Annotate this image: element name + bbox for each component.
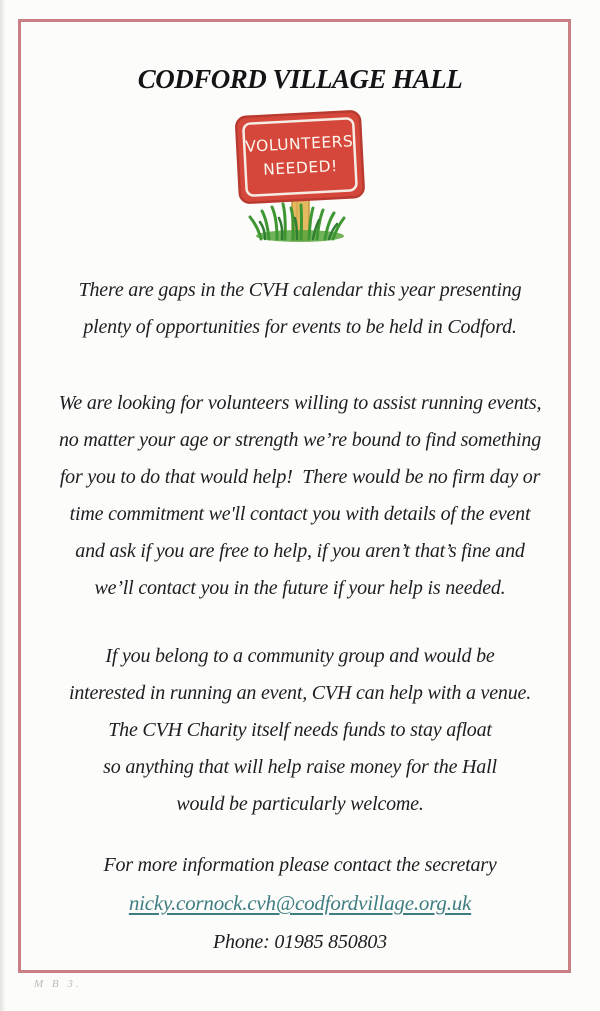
sign-board [236, 111, 364, 203]
text-line: so anything that will help raise money for the Hall [103, 756, 497, 778]
pencil-annotation: M B 3. [34, 978, 82, 990]
sign-illustration-svg [225, 108, 375, 248]
text-line: no matter your age or strength we’re bound to find something [58, 429, 542, 451]
text-line: would be particularly welcome. [176, 793, 424, 815]
text-line: we’ll contact you in the future if your help is needed. [94, 577, 506, 599]
text-line: plenty of opportunities for events to be held in Codford. [83, 316, 517, 338]
contact-intro: For more information please contact the secretary [103, 854, 497, 876]
paragraph-calendar-gaps [0, 272, 600, 346]
email-link[interactable]: nicky.cornock.cvh@codfordvillage.org.uk [128, 891, 472, 915]
paragraph-looking-for-volunteers [0, 385, 600, 607]
text-line: The CVH Charity itself needs funds to stay afloat [108, 719, 492, 741]
sign-text-line2: NEEDED! [262, 157, 339, 179]
page-title: CODFORD VILLAGE HALL [137, 64, 463, 94]
text-line: and ask if you are free to help, if you aren’t that’s fine and [75, 540, 525, 562]
contact-phone: Phone: 01985 850803 [213, 931, 387, 953]
text-line: for you to do that would help! There would be no firm day or [59, 466, 541, 488]
text-line: interested in running an event, CVH can help with a venue. [68, 682, 531, 704]
sign-text-line1: VOLUNTEERS [244, 132, 354, 156]
text-line: We are looking for volunteers willing to assist running events, [58, 392, 542, 414]
text-line: If you belong to a community group and would be [105, 645, 495, 667]
volunteers-needed-sign-illustration [225, 108, 375, 248]
text-line: There are gaps in the CVH calendar this year presenting [78, 279, 522, 301]
text-line: time commitment we'll contact you with details of the event [69, 503, 531, 525]
paragraph-community-group [0, 638, 600, 823]
contact-block [0, 846, 600, 961]
